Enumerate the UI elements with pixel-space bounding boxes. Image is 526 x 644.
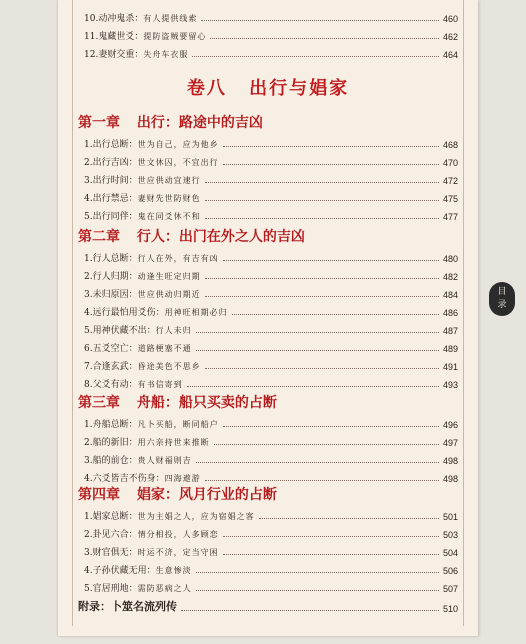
entry-title: 动冲鬼杀： [98,14,144,24]
entry-desc: 世应供动宜速行 [137,176,201,185]
toc-entry[interactable] [84,414,458,430]
chapter-number: 第三章 [78,395,120,411]
entry-desc: 世文休囚，不宜出行 [137,158,219,167]
entry-number: 4. [84,566,93,576]
entry-number: 1. [84,140,93,150]
entry-number: 7. [84,362,93,372]
volume-heading [78,74,458,100]
leader-dots [196,350,439,351]
toc-entry[interactable] [84,302,458,318]
entry-title: 合逢玄武： [92,362,138,372]
toc-entry[interactable] [84,356,458,372]
leader-dots [214,444,439,445]
entry-desc: 失舟车衣服 [143,50,189,59]
entry-number: 6. [84,344,93,354]
entry-page: 493 [442,380,458,390]
entry-page: 491 [442,362,458,372]
entry-title: 未归原因： [92,290,138,300]
entry-desc: 情分相投，人多顾恋 [137,530,219,539]
leader-dots [223,260,439,261]
chapter-heading[interactable] [78,112,458,132]
entry-title: 鬼藏世爻： [98,32,144,42]
toc-entry[interactable] [84,320,458,336]
entry-number: 3. [84,456,93,466]
entry-desc: 行人未归 [155,326,192,335]
entry-desc: 需防恶病之人 [137,584,192,593]
entry-number: 3. [84,290,93,300]
toc-entry[interactable] [84,26,458,42]
entry-page: 503 [442,530,458,540]
entry-page: 460 [442,14,458,24]
appendix-entry[interactable] [78,596,458,614]
chapter-title: 舟船：船只买卖的占断 [136,395,277,411]
toc-entry[interactable] [84,8,458,24]
entry-title: 舟船总断： [92,420,138,430]
leader-dots [196,462,439,463]
entry-page: 498 [442,456,458,466]
entry-page: 470 [442,158,458,168]
toc-entry[interactable] [84,248,458,264]
entry-page: 480 [442,254,458,264]
entry-page: 475 [442,194,458,204]
chapter-heading[interactable] [78,392,458,412]
entry-desc: 提防盗贼要留心 [143,32,207,41]
entry-desc: 有人提供线索 [143,14,198,23]
leader-dots [196,332,439,333]
leader-dots [192,56,439,57]
toc-entry[interactable] [84,188,458,204]
leader-dots [181,610,439,611]
entry-title: 行人归期： [92,272,138,282]
entry-title: 行人总断： [92,254,138,264]
leader-dots [232,314,439,315]
appendix-title: 附录：卜筮名流列传 [78,600,177,613]
toc-entry[interactable] [84,284,458,300]
entry-desc: 贵人财福则吉 [137,456,192,465]
entry-desc: 生意惨淡 [155,566,192,575]
entry-desc: 用六亲持世来推断 [137,438,210,447]
right-margin-rule [463,0,464,626]
toc-entry[interactable] [84,44,458,60]
entry-title: 船的新旧： [92,438,138,448]
leader-dots [201,20,439,21]
entry-number: 4. [84,308,93,318]
toc-entry[interactable] [84,506,458,522]
appendix-page: 510 [442,604,458,614]
toc-entry[interactable] [84,432,458,448]
toc-entry[interactable] [84,170,458,186]
entry-page: 507 [442,584,458,594]
toc-entry[interactable] [84,542,458,558]
entry-desc: 昏途美色不思乡 [137,362,201,371]
toc-entry[interactable] [84,152,458,168]
entry-page: 496 [442,420,458,430]
toc-entry[interactable] [84,206,458,222]
entry-title: 卦见六合： [92,530,138,540]
entry-page: 489 [442,344,458,354]
book-page [58,0,478,636]
leader-dots [205,218,439,219]
toc-entry[interactable] [84,524,458,540]
chapter-number: 第二章 [78,229,120,245]
entry-number: 2. [84,438,93,448]
entry-number: 10. [84,14,99,24]
entry-number: 3. [84,548,93,558]
entry-number: 5. [84,326,93,336]
entry-number: 12. [84,50,99,60]
leader-dots [223,146,439,147]
entry-title: 六爻皆吉不伤身： [92,474,165,484]
entry-desc: 道路梗塞不通 [137,344,192,353]
entry-number: 1. [84,254,93,264]
entry-page: 506 [442,566,458,576]
entry-title: 官居刑地： [92,584,138,594]
entry-title: 出行总断： [92,140,138,150]
entry-title: 用神伏藏不出： [92,326,156,336]
entry-desc: 世为自己，应为他乡 [137,140,219,149]
leader-dots [223,426,439,427]
entry-title: 子孙伏藏无用： [92,566,156,576]
entry-page: 501 [442,512,458,522]
entry-title: 娼家总断： [92,512,138,522]
entry-title: 船的前仓： [92,456,138,466]
entry-desc: 用神旺相期必归 [164,308,228,317]
entry-page: 487 [442,326,458,336]
toc-content [78,0,458,636]
entry-number: 2. [84,158,93,168]
entry-number: 2. [84,530,93,540]
entry-desc: 世为主娼之人，应为宿娼之客 [137,512,255,521]
entry-desc: 四海遨游 [164,474,201,483]
leader-dots [205,368,439,369]
toc-entry[interactable] [84,578,458,594]
volume-number: 卷八 [186,78,227,99]
entry-page: 464 [442,50,458,60]
entry-desc: 时运不济，定当守困 [137,548,219,557]
entry-desc: 世应供动归期近 [137,290,201,299]
entry-title: 父爻有动： [92,380,138,390]
leader-dots [205,296,439,297]
chapter-title: 行人：出门在外之人的吉凶 [136,229,305,245]
chapter-title: 出行：路途中的吉凶 [136,115,263,131]
entry-desc: 动逢生旺定归期 [137,272,201,281]
left-margin-rule [72,0,73,626]
toc-entry[interactable] [84,266,458,282]
entry-page: 477 [442,212,458,222]
leader-dots [205,480,439,481]
entry-number: 2. [84,272,93,282]
entry-page: 472 [442,176,458,186]
volume-title: 出行与娼家 [249,78,350,99]
entry-page: 484 [442,290,458,300]
contents-side-tab[interactable] [489,282,515,316]
toc-entry[interactable] [84,560,458,576]
toc-entry[interactable] [84,374,458,390]
chapter-heading[interactable] [78,484,458,504]
leader-dots [196,590,439,591]
entry-number: 5. [84,212,93,222]
toc-entry[interactable] [84,468,458,484]
leader-dots [196,572,439,573]
entry-title: 出行吉凶： [92,158,138,168]
entry-title: 财官俱无： [92,548,138,558]
chapter-title: 娼家：风月行业的占断 [136,487,277,503]
entry-title: 五爻空亡： [92,344,138,354]
chapter-heading[interactable] [78,226,458,246]
entry-title: 远行最怕用爻伤： [92,308,165,318]
entry-page: 486 [442,308,458,318]
leader-dots [223,164,439,165]
entry-page: 482 [442,272,458,282]
entry-number: 8. [84,380,93,390]
entry-desc: 妻财先世防财色 [137,194,201,203]
entry-number: 1. [84,420,93,430]
entry-number: 11. [84,32,99,42]
entry-number: 5. [84,584,93,594]
chapter-number: 第四章 [78,487,120,503]
chapter-number: 第一章 [78,115,120,131]
entry-page: 497 [442,438,458,448]
entry-number: 1. [84,512,93,522]
toc-entry[interactable] [84,450,458,466]
entry-page: 462 [442,32,458,42]
entry-number: 3. [84,176,93,186]
entry-number: 4. [84,194,93,204]
entry-page: 504 [442,548,458,558]
entry-page: 468 [442,140,458,150]
entry-desc: 行人在外，有吉有凶 [137,254,219,263]
leader-dots [205,278,439,279]
leader-dots [187,386,439,387]
toc-entry[interactable] [84,134,458,150]
leader-dots [205,200,439,201]
side-tab-char-1: 目 [497,287,507,297]
entry-desc: 有书信寄到 [137,380,183,389]
side-tab-char-2: 录 [497,300,507,310]
leader-dots [223,536,439,537]
entry-title: 妻财交重： [98,50,144,60]
leader-dots [210,38,439,39]
leader-dots [259,518,439,519]
entry-title: 出行禁忌： [92,194,138,204]
leader-dots [223,554,439,555]
toc-entry[interactable] [84,338,458,354]
entry-title: 出行同伴： [92,212,138,222]
entry-number: 4. [84,474,93,484]
entry-desc: 凡卜买船，断同船户 [137,420,219,429]
entry-title: 出行时间： [92,176,138,186]
leader-dots [205,182,439,183]
entry-desc: 鬼在同爻休不和 [137,212,201,221]
entry-page: 498 [442,474,458,484]
